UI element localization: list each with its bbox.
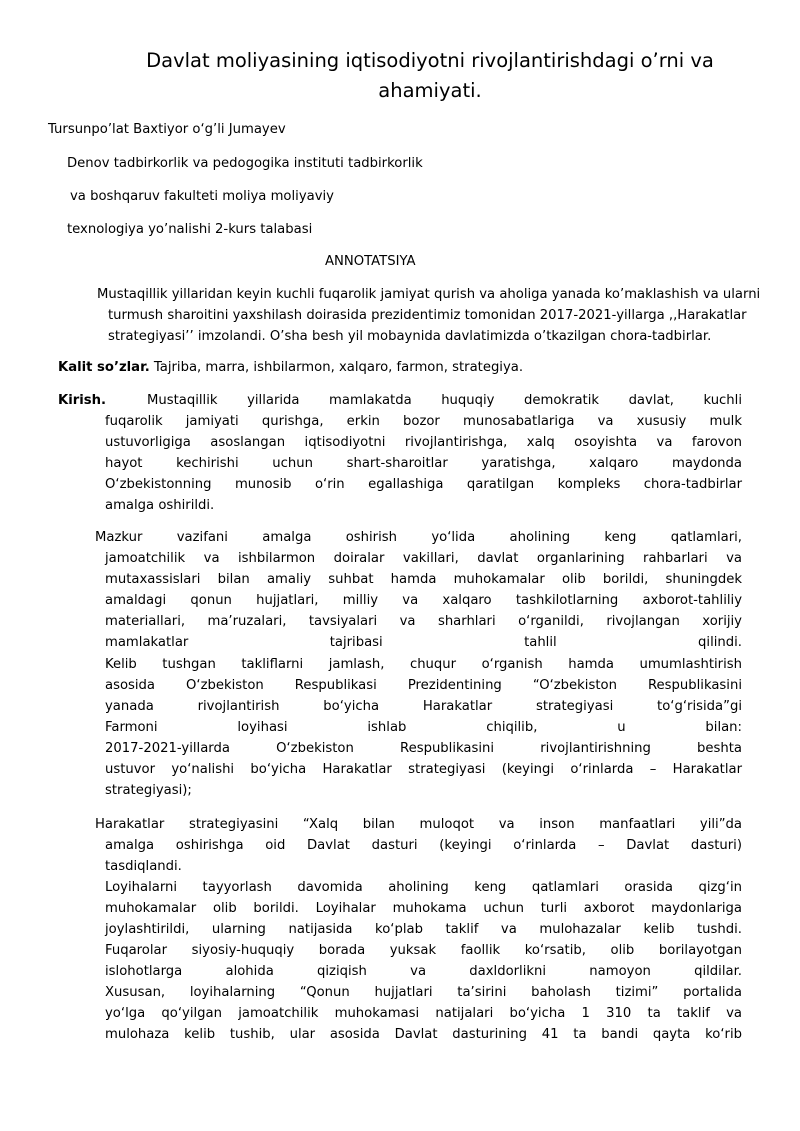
- paragraph-line: Kelib tushgan takliflarni jamlash, chuqur o‘rganish hamda umumlashtirish: [105, 657, 742, 672]
- paragraph-line: islohotlarga alohida qiziqish va daxldorlikni namoyon qildilar.: [105, 964, 742, 979]
- paragraph-line: amaldagi qonun hujjatlari, milliy va xalqaro tashkilotlarning axborot-tahliliy: [105, 593, 742, 608]
- paragraph-line: Xususan, loyihalarning “Qonun hujjatlari ta’sirini baholash tizimi” portalida: [105, 985, 742, 1000]
- document-title: Davlat moliyasining iqtisodiyotni rivojlantirishdagi o’rni va ahamiyati.: [146, 49, 714, 102]
- author-affiliation-line: va boshqaruv fakulteti moliya moliyaviy: [70, 189, 334, 204]
- paragraph-line: muhokamalar olib borildi. Loyihalar muhokama uchun turli axborot maydonlariga: [105, 901, 742, 916]
- paragraph-line: yanada rivojlantirish bo‘yicha Harakatlar strategiyasi to‘g‘risida”gi: [105, 699, 742, 714]
- author-affiliation-line: Denov tadbirkorlik va pedogogika instituti tadbirkorlik: [67, 156, 423, 171]
- paragraph-line: joylashtirildi, ularning natijasida ko‘plab taklif va mulohazalar kelib tushdi.: [105, 922, 742, 937]
- keywords-text: Tajriba, marra, ishbilarmon, xalqaro, farmon, strategiya.: [149, 360, 524, 375]
- annotation-line: Mustaqillik yillaridan keyin kuchli fuqarolik jamiyat qurish va aholiga yanada ko’maklashish va ularni: [97, 287, 761, 302]
- author-affiliation-line: texnologiya yo’nalishi 2-kurs talabasi: [67, 222, 313, 237]
- keywords-label: Kalit so’zlar.: [58, 360, 150, 375]
- annotation-line: strategiyasi’’ imzolandi. O’sha besh yil mobaynida davlatimizda o’tkazilgan chora-tadbirlar.: [108, 329, 712, 344]
- intro-line: ustuvorligiga asoslangan iqtisodiyotni rivojlantirishga, xalq osoyishta va farovon: [105, 435, 742, 450]
- annotation-line: turmush sharoitini yaxshilash doirasida prezidentimiz tomonidan 2017-2021-yillarga ,,Harakatlar: [108, 308, 747, 323]
- paragraph-line: Farmoni loyihasi ishlab chiqilib, u bilan:: [105, 720, 742, 735]
- paragraph-line: materiallari, ma’ruzalari, tavsiyalari va sharhlari o‘rganildi, rivojlangan xorijiy: [105, 614, 742, 629]
- paragraph-line: 2017-2021-yillarda O‘zbekiston Respublikasini rivojlantirishning beshta: [105, 741, 742, 756]
- paragraph-line: ustuvor yo‘nalishi bo‘yicha Harakatlar strategiyasi (keyingi o‘rinlarda – Harakatlar: [105, 762, 742, 777]
- intro-line: amalga oshirildi.: [105, 498, 215, 513]
- intro-line: fuqarolik jamiyati qurishga, erkin bozor munosabatlariga va xususiy mulk: [105, 414, 742, 429]
- paragraph-line: strategiyasi);: [105, 783, 192, 798]
- paragraph-line: jamoatchilik va ishbilarmon doiralar vakillari, davlat organlarining rahbarlari va: [105, 551, 742, 566]
- paragraph-line: Harakatlar strategiyasini “Xalq bilan muloqot va inson manfaatlari yili”da: [95, 817, 742, 832]
- paragraph-line: tasdiqlandi.: [105, 859, 182, 874]
- paragraph-line: asosida O‘zbekiston Respublikasi Prezidentining “O‘zbekiston Respublikasini: [105, 678, 742, 693]
- keywords-line: [58, 358, 523, 378]
- author-name: Tursunpo’lat Baxtiyor o‘g’li Jumayev: [48, 122, 286, 137]
- intro-line: Mustaqillik yillarida mamlakatda huquqiy demokratik davlat, kuchli: [147, 393, 742, 408]
- paragraph-line: mamlakatlar tajribasi tahlil qilindi.: [105, 635, 742, 650]
- annotation-heading: ANNOTATSIYA: [325, 254, 416, 269]
- intro-line: O‘zbekistonning munosib o‘rin egallashiga qaratilgan kompleks chora-tadbirlar: [105, 477, 742, 492]
- paragraph-line: Loyihalarni tayyorlash davomida aholining keng qatlamlari orasida qizg‘in: [105, 880, 742, 895]
- paragraph-line: yo‘lga qo‘yilgan jamoatchilik muhokamasi natijalari bo‘yicha 1 310 ta taklif va: [105, 1006, 742, 1021]
- paragraph-line: Fuqarolar siyosiy-huquqiy borada yuksak faollik ko‘rsatib, olib borilayotgan: [105, 943, 742, 958]
- intro-label: Kirish.: [58, 393, 107, 408]
- paragraph-line: amalga oshirishga oid Davlat dasturi (keyingi o‘rinlarda – Davlat dasturi): [105, 838, 742, 853]
- intro-line: hayot kechirishi uchun shart-sharoitlar yaratishga, xalqaro maydonda: [105, 456, 742, 471]
- paragraph-line: Mazkur vazifani amalga oshirish yo‘lida aholining keng qatlamlari,: [95, 530, 742, 545]
- paragraph-line: mulohaza kelib tushib, ular asosida Davlat dasturining 41 ta bandi qayta ko‘rib: [105, 1027, 742, 1042]
- paragraph-line: mutaxassislari bilan amaliy suhbat hamda muhokamalar olib borildi, shuningdek: [105, 572, 742, 587]
